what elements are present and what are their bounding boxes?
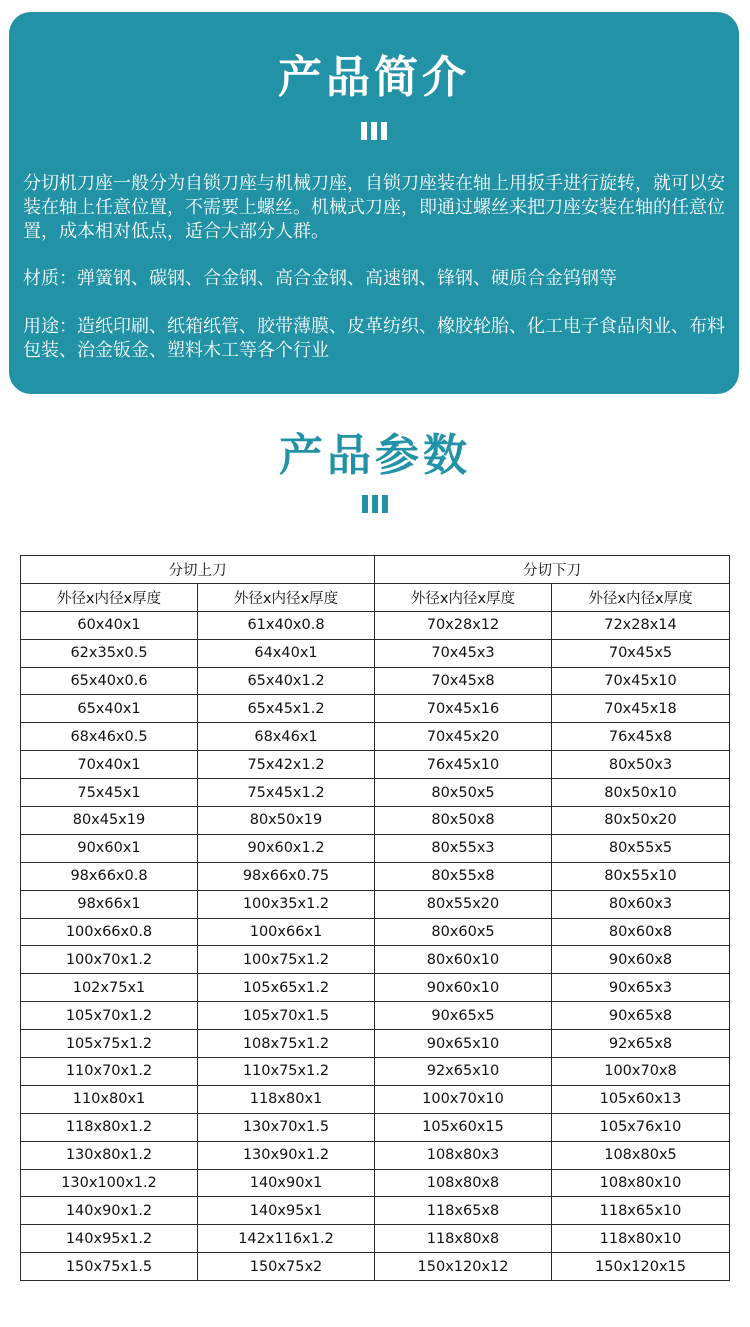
table-cell: 80x55x8 [375, 862, 552, 890]
table-row [21, 890, 730, 918]
table-cell: 92x65x8 [552, 1030, 730, 1058]
table-cell: 90x60x8 [552, 946, 730, 974]
intro-paragraph-material: 材质：弹簧钢、碳钢、合金钢、高合金钢、高速钢、锋钢、硬质合金钨钢等 [23, 268, 617, 289]
table-cell: 70x40x1 [21, 751, 198, 779]
table-row [21, 1197, 730, 1225]
column-header: 外径x内径x厚度 [375, 583, 552, 611]
table-cell: 118x65x8 [375, 1197, 552, 1225]
table-cell: 90x65x10 [375, 1030, 552, 1058]
table-cell: 110x75x1.2 [198, 1058, 375, 1086]
table-group-header-row [21, 556, 730, 584]
table-cell: 108x80x5 [552, 1141, 730, 1169]
table-cell: 80x55x20 [375, 890, 552, 918]
table-cell: 70x45x10 [552, 667, 730, 695]
table-cell: 140x90x1.2 [21, 1197, 198, 1225]
table-cell: 90x60x1 [21, 834, 198, 862]
table-row [21, 751, 730, 779]
table-row [21, 779, 730, 807]
table-row [21, 1253, 730, 1281]
table-cell: 150x75x1.5 [21, 1253, 198, 1281]
table-row [21, 667, 730, 695]
table-cell: 98x66x0.75 [198, 862, 375, 890]
table-cell: 80x50x19 [198, 807, 375, 835]
table-cell: 80x55x5 [552, 834, 730, 862]
table-cell: 92x65x10 [375, 1058, 552, 1086]
table-cell: 105x70x1.2 [21, 1002, 198, 1030]
table-cell: 90x65x8 [552, 1002, 730, 1030]
table-cell: 118x80x1 [198, 1085, 375, 1113]
intro-paragraph-description: 分切机刀座一般分为自锁刀座与机械刀座，自锁刀座装在轴上用扳手进行旋转，就可以安装在轴上任意位置，不需要上螺丝。机械式刀座，即通过螺丝来把刀座安装在轴的任意位置，成本相对低点，适合大部分人群。 [23, 173, 725, 242]
table-cell: 105x70x1.5 [198, 1002, 375, 1030]
table-row [21, 834, 730, 862]
table-cell: 65x40x1.2 [198, 667, 375, 695]
table-cell: 105x60x13 [552, 1085, 730, 1113]
table-row [21, 974, 730, 1002]
intro-title: 产品简介 [278, 52, 470, 103]
table-row [21, 862, 730, 890]
table-cell: 70x45x18 [552, 695, 730, 723]
table-cell: 100x35x1.2 [198, 890, 375, 918]
table-cell: 70x45x20 [375, 723, 552, 751]
title-decoration-bars [361, 122, 387, 140]
table-cell: 90x60x10 [375, 974, 552, 1002]
table-cell: 140x95x1 [198, 1197, 375, 1225]
table-cell: 62x35x0.5 [21, 639, 198, 667]
table-cell: 80x45x19 [21, 807, 198, 835]
table-cell: 70x45x16 [375, 695, 552, 723]
table-cell: 70x45x3 [375, 639, 552, 667]
table-row [21, 695, 730, 723]
table-cell: 70x45x8 [375, 667, 552, 695]
table-row [21, 611, 730, 639]
table-cell: 80x50x5 [375, 779, 552, 807]
column-header: 外径x内径x厚度 [21, 583, 198, 611]
table-cell: 80x60x5 [375, 918, 552, 946]
spec-table [20, 555, 730, 1281]
product-intro-panel [9, 12, 739, 394]
table-cell: 108x80x10 [552, 1169, 730, 1197]
table-cell: 118x65x10 [552, 1197, 730, 1225]
table-cell: 75x42x1.2 [198, 751, 375, 779]
table-cell: 65x40x1 [21, 695, 198, 723]
table-cell: 65x45x1.2 [198, 695, 375, 723]
table-cell: 80x60x10 [375, 946, 552, 974]
table-cell: 105x75x1.2 [21, 1030, 198, 1058]
table-row [21, 639, 730, 667]
table-cell: 70x45x5 [552, 639, 730, 667]
table-cell: 68x46x1 [198, 723, 375, 751]
table-cell: 76x45x8 [552, 723, 730, 751]
table-row [21, 1141, 730, 1169]
table-cell: 61x40x0.8 [198, 611, 375, 639]
table-cell: 130x100x1.2 [21, 1169, 198, 1197]
table-cell: 90x65x5 [375, 1002, 552, 1030]
table-cell: 80x55x10 [552, 862, 730, 890]
table-cell: 105x76x10 [552, 1113, 730, 1141]
table-row [21, 1169, 730, 1197]
table-cell: 80x50x3 [552, 751, 730, 779]
table-cell: 118x80x10 [552, 1225, 730, 1253]
table-cell: 76x45x10 [375, 751, 552, 779]
table-cell: 98x66x1 [21, 890, 198, 918]
table-cell: 65x40x0.6 [21, 667, 198, 695]
table-cell: 80x50x20 [552, 807, 730, 835]
table-cell: 98x66x0.8 [21, 862, 198, 890]
table-cell: 150x120x15 [552, 1253, 730, 1281]
table-cell: 100x66x0.8 [21, 918, 198, 946]
table-column-header-row [21, 583, 730, 611]
table-cell: 108x75x1.2 [198, 1030, 375, 1058]
table-cell: 80x60x3 [552, 890, 730, 918]
table-cell: 80x50x8 [375, 807, 552, 835]
table-row [21, 1002, 730, 1030]
table-cell: 100x75x1.2 [198, 946, 375, 974]
table-cell: 100x70x1.2 [21, 946, 198, 974]
table-cell: 75x45x1 [21, 779, 198, 807]
table-cell: 118x80x1.2 [21, 1113, 198, 1141]
table-cell: 75x45x1.2 [198, 779, 375, 807]
table-row [21, 946, 730, 974]
table-cell: 60x40x1 [21, 611, 198, 639]
table-cell: 150x120x12 [375, 1253, 552, 1281]
table-cell: 140x95x1.2 [21, 1225, 198, 1253]
table-cell: 70x28x12 [375, 611, 552, 639]
table-cell: 108x80x8 [375, 1169, 552, 1197]
table-cell: 142x116x1.2 [198, 1225, 375, 1253]
table-cell: 72x28x14 [552, 611, 730, 639]
table-cell: 108x80x3 [375, 1141, 552, 1169]
table-cell: 110x70x1.2 [21, 1058, 198, 1086]
table-cell: 150x75x2 [198, 1253, 375, 1281]
table-cell: 80x55x3 [375, 834, 552, 862]
table-cell: 118x80x8 [375, 1225, 552, 1253]
table-cell: 68x46x0.5 [21, 723, 198, 751]
table-cell: 130x90x1.2 [198, 1141, 375, 1169]
table-cell: 105x65x1.2 [198, 974, 375, 1002]
table-cell: 130x70x1.5 [198, 1113, 375, 1141]
table-row [21, 918, 730, 946]
column-header: 外径x内径x厚度 [198, 583, 375, 611]
table-cell: 110x80x1 [21, 1085, 198, 1113]
table-cell: 130x80x1.2 [21, 1141, 198, 1169]
table-cell: 102x75x1 [21, 974, 198, 1002]
table-cell: 90x60x1.2 [198, 834, 375, 862]
table-cell: 80x50x10 [552, 779, 730, 807]
table-cell: 140x90x1 [198, 1169, 375, 1197]
intro-paragraph-usage: 用途：造纸印刷、纸箱纸管、胶带薄膜、皮革纺织、橡胶轮胎、化工电子食品肉业、布料包装、治金钣金、塑料木工等各个行业 [23, 316, 725, 361]
group-header-lower-blade: 分切下刀 [375, 556, 730, 584]
table-row [21, 807, 730, 835]
params-decoration-bars [362, 495, 388, 513]
table-cell: 80x60x8 [552, 918, 730, 946]
table-row [21, 1085, 730, 1113]
column-header: 外径x内径x厚度 [552, 583, 730, 611]
params-title: 产品参数 [279, 430, 471, 481]
table-row [21, 1113, 730, 1141]
table-row [21, 1058, 730, 1086]
table-cell: 100x70x10 [375, 1085, 552, 1113]
table-cell: 64x40x1 [198, 639, 375, 667]
table-cell: 100x70x8 [552, 1058, 730, 1086]
group-header-upper-blade: 分切上刀 [21, 556, 375, 584]
table-row [21, 723, 730, 751]
table-row [21, 1225, 730, 1253]
table-cell: 105x60x15 [375, 1113, 552, 1141]
table-cell: 90x65x3 [552, 974, 730, 1002]
table-cell: 100x66x1 [198, 918, 375, 946]
table-row [21, 1030, 730, 1058]
